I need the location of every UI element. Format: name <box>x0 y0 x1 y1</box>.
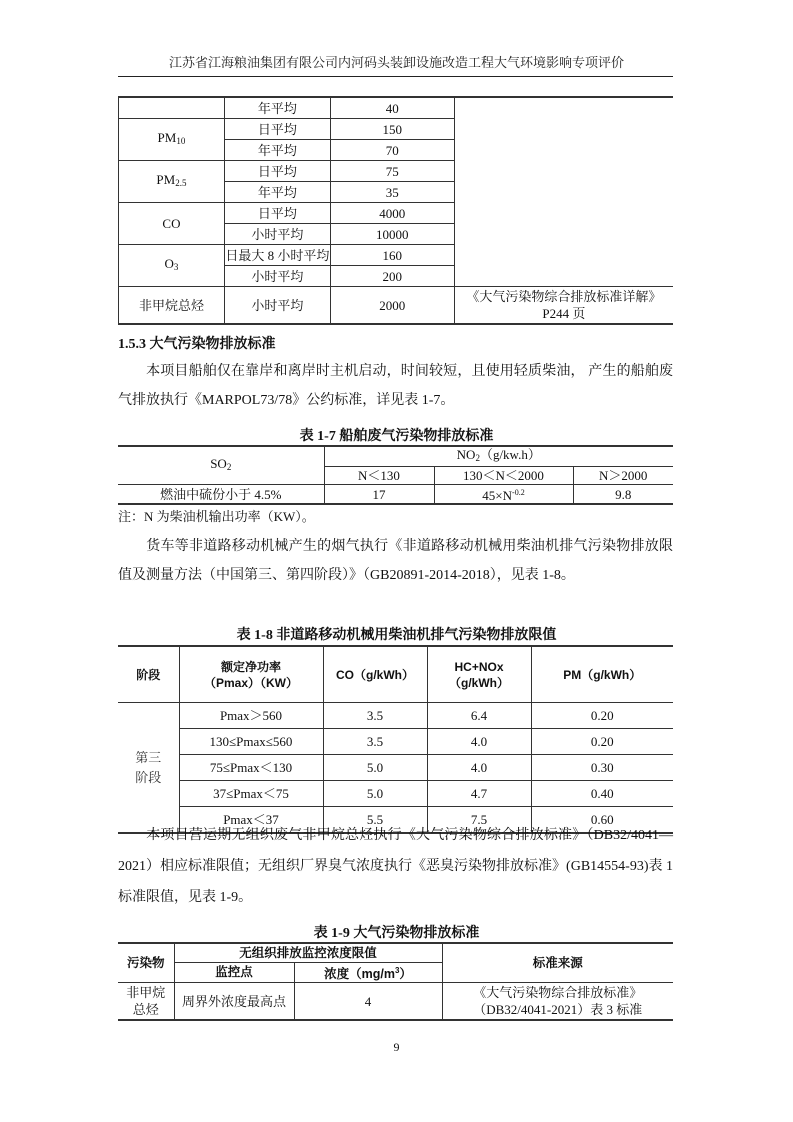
co-cell: 5.5 <box>323 807 427 834</box>
period-cell: 日最大 8 小时平均 <box>224 245 330 266</box>
page-number: 9 <box>393 1040 400 1054</box>
value-cell: 150 <box>330 119 454 140</box>
hcnox-cell: 7.5 <box>427 807 531 834</box>
paragraph: 本项目船舶仅在靠岸和离岸时主机启动，时间较短，且使用轻质柴油， 产生的船舶废气排放执行《MARPOL73/78》公约标准，详见表 1-7。 <box>118 364 673 408</box>
header-no2: $NO_2(g/kw.h)$ <box>324 446 673 467</box>
table-row <box>118 755 673 781</box>
table-row <box>119 287 674 325</box>
pm-cell: 0.40 <box>531 781 673 807</box>
header-hcnox: HC+NOx（g/kWh） <box>427 646 531 703</box>
co-cell: 5.0 <box>323 781 427 807</box>
pollutant-cell: $PM_{2.5}$ <box>119 161 225 203</box>
subheader-cell: N＜130 <box>324 467 434 485</box>
co-cell: 5.0 <box>323 755 427 781</box>
period-cell: 日平均 <box>224 161 330 182</box>
source-cell: 《大气污染物综合排放标准详解》P244 页 <box>454 287 673 325</box>
pollutant-cell: $PM_{10}$ <box>119 119 225 161</box>
value-cell: 35 <box>330 182 454 203</box>
header-monitor-point: 监控点 <box>174 963 294 983</box>
monitor-point-cell: 周界外浓度最高点 <box>174 983 294 1021</box>
co-cell: 3.5 <box>323 703 427 729</box>
pollutant-cell: $O_3$ <box>119 245 225 287</box>
table-row <box>118 703 673 729</box>
power-cell: Pmax＜37 <box>179 807 323 834</box>
value-cell: 17 <box>324 485 434 505</box>
period-cell: 年平均 <box>224 140 330 161</box>
nonroad-diesel-limit-table <box>118 645 673 834</box>
hcnox-cell: 4.7 <box>427 781 531 807</box>
table-caption: 表 1-8 非道路移动机械用柴油机排气污染物排放限值 <box>236 628 557 643</box>
value-cell: 160 <box>330 245 454 266</box>
pollutant-cell: 非甲烷总烃 <box>118 983 174 1021</box>
source-cell: 《大气污染物综合排放标准》（DB32/4041-2021）表 3 标准 <box>442 983 673 1021</box>
table-row <box>118 729 673 755</box>
value-cell: 40 <box>330 97 454 119</box>
table-row <box>118 781 673 807</box>
subheader-cell: 130＜N＜2000 <box>434 467 573 485</box>
pollutant-cell: CO <box>119 203 225 245</box>
table-row <box>119 97 674 119</box>
header-so2: $SO_2$ <box>118 446 324 485</box>
table-caption: 表 1-9 大气污染物排放标准 <box>313 926 480 941</box>
pm-cell: 0.20 <box>531 729 673 755</box>
power-cell: Pmax＞560 <box>179 703 323 729</box>
running-header-title: 江苏省江海粮油集团有限公司内河码头装卸设施改造工程大气环境影响专项评价 <box>168 55 624 70</box>
subheader-cell: N＞2000 <box>573 467 673 485</box>
source-cell <box>454 97 673 287</box>
header-power: 额定净功率（Pmax）（KW） <box>179 646 323 703</box>
power-cell: 75≤Pmax＜130 <box>179 755 323 781</box>
concentration-cell: 4 <box>294 983 442 1021</box>
table-row <box>118 983 673 1021</box>
paragraph: 本项目营运期无组织废气非甲烷总烃执行《大气污染物综合排放标准》（DB32/4041—2021）相应标准限值；无组织厂界臭气浓度执行《恶臭污染物排放标准》(GB14554-93)表 1 标准限值，见表 1-9。 <box>118 828 673 905</box>
table-caption: 表 1-7 船舶废气污染物排放标准 <box>299 429 494 444</box>
value-cell: 10000 <box>330 224 454 245</box>
header-pm: PM（g/kWh） <box>531 646 673 703</box>
hcnox-cell: 4.0 <box>427 729 531 755</box>
header-pollutant: 污染物 <box>118 943 174 983</box>
pm-cell: 0.20 <box>531 703 673 729</box>
header-co: CO（g/kWh） <box>323 646 427 703</box>
stage-cell: 第三阶段 <box>118 703 179 834</box>
value-cell: 75 <box>330 161 454 182</box>
period-cell: 小时平均 <box>224 287 330 325</box>
value-cell: 70 <box>330 140 454 161</box>
so2-condition-cell: 燃油中硫份小于 4.5% <box>118 485 324 505</box>
section-heading: 1.5.3 大气污染物排放标准 <box>118 337 276 352</box>
power-cell: 130≤Pmax≤560 <box>179 729 323 755</box>
header-concentration: 浓度$(mg/m^3)$ <box>294 963 442 983</box>
period-cell: 年平均 <box>224 182 330 203</box>
co-cell: 3.5 <box>323 729 427 755</box>
period-cell: 小时平均 <box>224 224 330 245</box>
pollutant-cell: 非甲烷总烃 <box>119 287 225 325</box>
pm-cell: 0.30 <box>531 755 673 781</box>
ship-exhaust-standard-table <box>118 445 673 505</box>
air-quality-standard-table-continued <box>118 96 673 325</box>
value-cell: 4000 <box>330 203 454 224</box>
period-cell: 小时平均 <box>224 266 330 287</box>
period-cell: 日平均 <box>224 119 330 140</box>
header-limit-group: 无组织排放监控浓度限值 <box>174 943 442 963</box>
air-pollutant-emission-standard-table <box>118 942 673 1021</box>
paragraph: 货车等非道路移动机械产生的烟气执行《非道路移动机械用柴油机排气污染物排放限值及测量方法（中国第三、第四阶段）》（GB20891-2014-2018），见表 1-8。 <box>118 539 673 583</box>
value-cell: 9.8 <box>573 485 673 505</box>
hcnox-cell: 6.4 <box>427 703 531 729</box>
period-cell: 年平均 <box>224 97 330 119</box>
header-rule <box>118 76 673 77</box>
value-cell: 200 <box>330 266 454 287</box>
table-header-row <box>118 446 673 467</box>
pm-cell: 0.60 <box>531 807 673 834</box>
table-header-row <box>118 646 673 703</box>
header-stage: 阶段 <box>118 646 179 703</box>
table-row <box>118 485 673 505</box>
period-cell: 日平均 <box>224 203 330 224</box>
value-cell: $45\times N^{-0.2}$ <box>434 485 573 505</box>
hcnox-cell: 4.0 <box>427 755 531 781</box>
table-header-row <box>118 943 673 963</box>
header-source: 标准来源 <box>442 943 673 983</box>
value-cell: 2000 <box>330 287 454 325</box>
power-cell: 37≤Pmax＜75 <box>179 781 323 807</box>
pollutant-cell <box>119 97 225 119</box>
table-note: 注：N 为柴油机输出功率（KW）。 <box>118 509 315 524</box>
